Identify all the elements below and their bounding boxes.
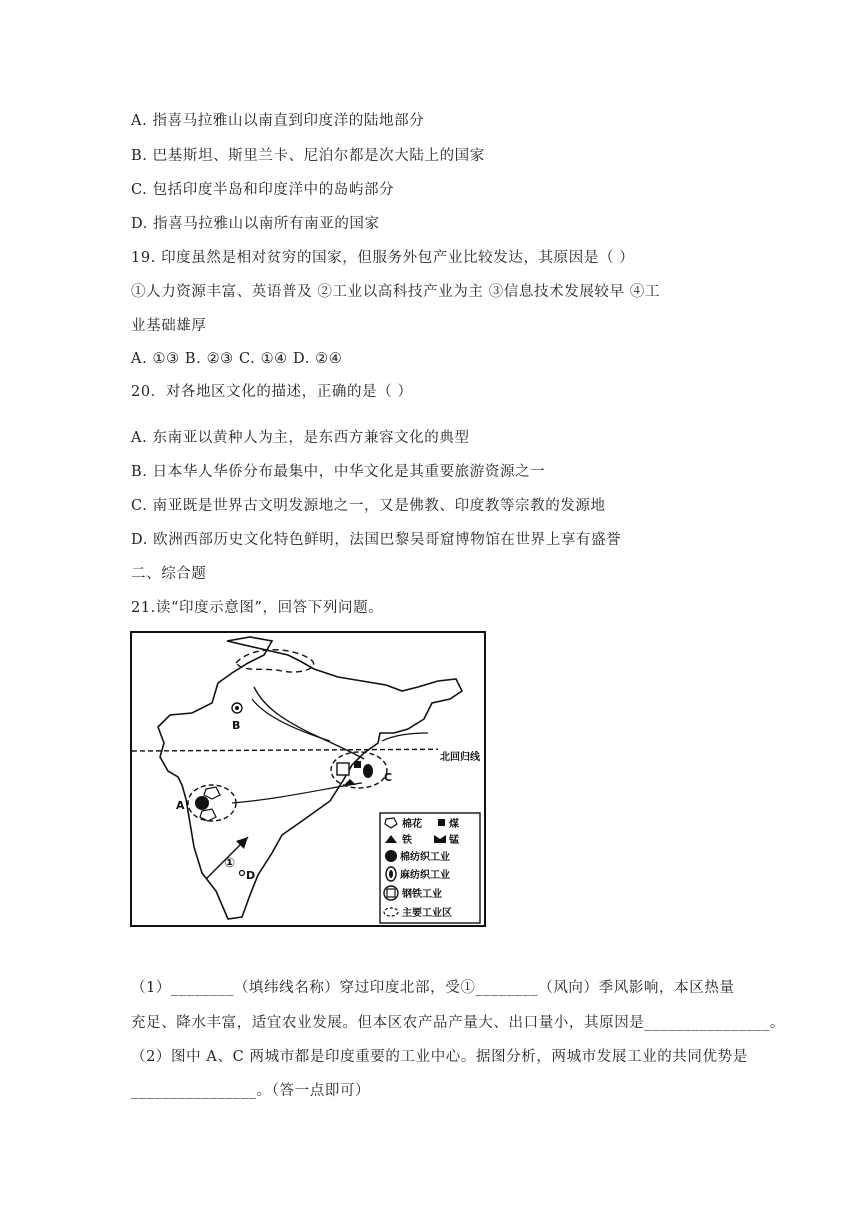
legend-jute-textile: 麻纺织工业 (400, 870, 450, 881)
legend-manganese: 锰 (449, 835, 459, 846)
q21-sub2-line2: ________________。（答一点即可） (131, 1083, 371, 1099)
q18-option-a: A. 指喜马拉雅山以南直到印度洋的陆地部分 (131, 113, 425, 129)
point-d-label: D (246, 869, 256, 882)
q21-sub1-line2: 充足、降水丰富，适宜农业发展。但本区农产品产量大、出口量小，其原因是________________。 (131, 1015, 786, 1031)
legend-steel: 钢铁工业 (402, 889, 442, 900)
point-c-label: C (384, 771, 393, 784)
q20-option-d: D. 欧洲西部历史文化特色鲜明，法国巴黎吴哥窟博物馆在世界上享有盛誉 (131, 532, 622, 548)
ganges-river (254, 687, 364, 759)
q19-stem: 19. 印度虽然是相对贫穷的国家，但服务外包产业比较发达，其原因是（ ） (131, 250, 635, 266)
q21-sub1-line1: （1）________（填纬线名称）穿过印度北部，受①________（风向）季风影响，本区热量 (131, 980, 735, 996)
q21-stem: 21.读“印度示意图”，回答下列问题。 (131, 600, 384, 616)
monsoon-marker: ① (224, 856, 236, 871)
q19-items-line1: ①人力资源丰富、英语普及 ②工业以高科技产业为主 ③信息技术发展较早 ④工 (131, 284, 661, 300)
q19-options: A. ①③ B. ②③ C. ①④ D. ②④ (131, 351, 343, 367)
q19-items-line2: 业基础雄厚 (131, 318, 207, 334)
legend-industrial-zone: 主要工业区 (402, 908, 452, 919)
section-title: 二、综合题 (131, 566, 207, 582)
q20-option-c: C. 南亚既是世界古文明发源地之一，又是佛教、印度教等宗教的发源地 (131, 498, 606, 514)
legend-cotton: 棉花 (402, 819, 422, 830)
q18-option-d: D. 指喜马拉雅山以南所有南亚的国家 (131, 216, 380, 232)
q20-option-a: A. 东南亚以黄种人为主，是东西方兼容文化的典型 (131, 430, 470, 446)
tropic-of-cancer-line (132, 749, 484, 751)
point-a-label: A (176, 799, 185, 812)
india-map (130, 631, 486, 927)
q20-option-b: B. 日本华人华侨分布最集中，中华文化是其重要旅游资源之一 (131, 464, 546, 480)
q18-option-c: C. 包括印度半岛和印度洋中的岛屿部分 (131, 182, 395, 198)
q20-stem: 20．对各地区文化的描述，正确的是（ ） (131, 384, 413, 400)
point-b-label: B (232, 719, 241, 732)
q18-option-b: B. 巴基斯坦、斯里兰卡、尼泊尔都是次大陆上的国家 (131, 148, 485, 164)
legend-coal: 煤 (449, 819, 459, 830)
legend-iron: 铁 (402, 835, 412, 846)
himalaya-dashed-region (236, 650, 314, 672)
legend-cotton-textile: 棉纺织工业 (400, 852, 450, 863)
legend-box (380, 813, 480, 923)
river-deccan (232, 783, 362, 803)
brahmaputra-river (382, 733, 428, 741)
tropic-label: 北回归线 (440, 752, 480, 763)
q21-sub2-line1: （2）图中 A、C 两城市都是印度重要的工业中心。据图分析，两城市发展工业的共同优势是 (131, 1049, 748, 1065)
river-branch (252, 699, 330, 741)
